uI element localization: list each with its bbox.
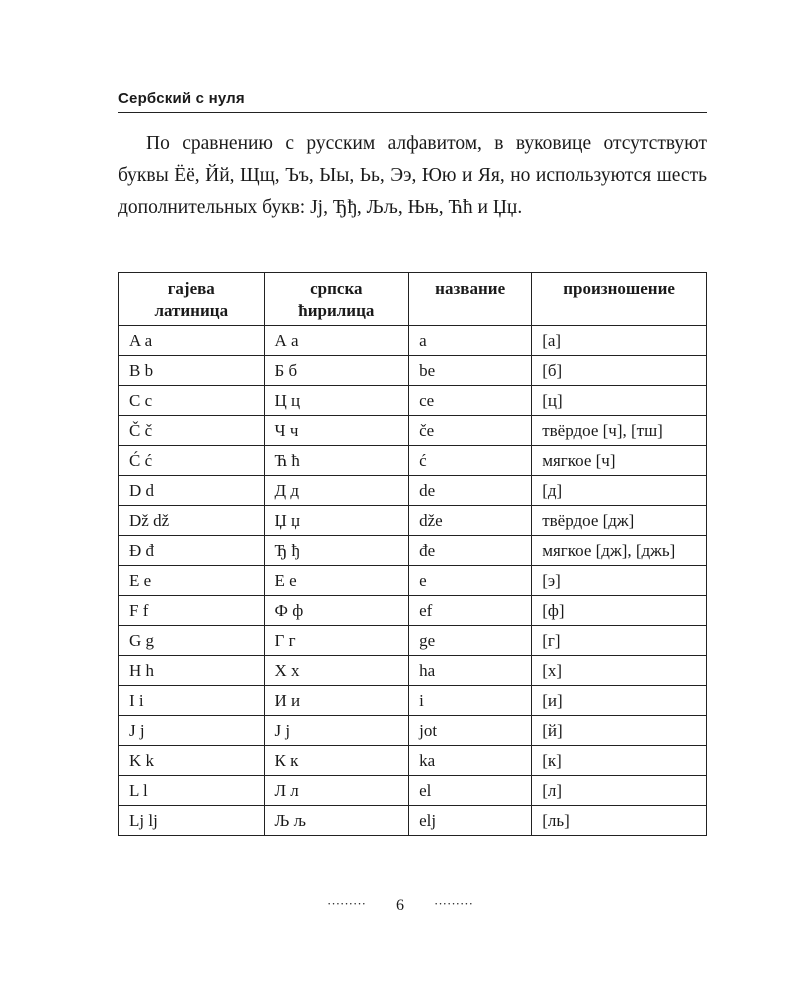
cell-latin: D d	[119, 476, 265, 506]
cell-cyrillic: Ћ ћ	[264, 446, 409, 476]
cell-cyrillic: Д д	[264, 476, 409, 506]
table-row	[119, 536, 707, 566]
cell-pronunciation: [г]	[532, 626, 707, 656]
table-row	[119, 386, 707, 416]
cell-pronunciation: [и]	[532, 686, 707, 716]
intro-paragraph: По сравнению с русским алфавитом, в вуковице отсутствуют буквы Ёё, Йй, Щщ, Ъъ, Ыы, Ьь, Ээ, Юю и Яя, но используются шесть дополнительных букв: Jj, Ђђ, Љљ, Њњ, Ћћ и Џџ.	[118, 133, 707, 218]
cell-cyrillic: Ф ф	[264, 596, 409, 626]
cell-name: ef	[409, 596, 532, 626]
cell-name: ce	[409, 386, 532, 416]
cell-name: elj	[409, 806, 532, 836]
cell-pronunciation: [ц]	[532, 386, 707, 416]
cell-pronunciation: [л]	[532, 776, 707, 806]
table-row	[119, 446, 707, 476]
page-footer	[0, 896, 800, 915]
cell-latin: F f	[119, 596, 265, 626]
table-row	[119, 596, 707, 626]
cell-latin: Lj lj	[119, 806, 265, 836]
footer-dots-left: ·········	[327, 896, 366, 911]
cell-latin: J j	[119, 716, 265, 746]
cell-cyrillic: Ј ј	[264, 716, 409, 746]
table-row	[119, 566, 707, 596]
cell-pronunciation: [ф]	[532, 596, 707, 626]
cell-latin: Ć ć	[119, 446, 265, 476]
cell-pronunciation: [б]	[532, 356, 707, 386]
cell-name: be	[409, 356, 532, 386]
cell-cyrillic: Ц ц	[264, 386, 409, 416]
cell-name: ge	[409, 626, 532, 656]
cell-pronunciation: [х]	[532, 656, 707, 686]
table-header-row	[119, 273, 707, 326]
cell-name: ha	[409, 656, 532, 686]
cell-cyrillic: К к	[264, 746, 409, 776]
header-pronunciation: произношение	[532, 273, 707, 326]
cell-name: če	[409, 416, 532, 446]
cell-name: dže	[409, 506, 532, 536]
header-rule	[118, 112, 707, 113]
cell-cyrillic: Џ џ	[264, 506, 409, 536]
page-number: 6	[396, 897, 404, 914]
cell-latin: H h	[119, 656, 265, 686]
cell-latin: G g	[119, 626, 265, 656]
header-name: название	[409, 273, 532, 326]
cell-latin: L l	[119, 776, 265, 806]
cell-name: a	[409, 326, 532, 356]
cell-latin: Č č	[119, 416, 265, 446]
alphabet-table	[118, 272, 707, 836]
cell-pronunciation: [й]	[532, 716, 707, 746]
cell-pronunciation: мягкое [ч]	[532, 446, 707, 476]
table-row	[119, 476, 707, 506]
footer-dots-right: ·········	[434, 896, 473, 911]
header-cyrillic: српска ћирилица	[264, 273, 409, 326]
cell-latin: B b	[119, 356, 265, 386]
cell-cyrillic: Е е	[264, 566, 409, 596]
cell-cyrillic: Л л	[264, 776, 409, 806]
table-row	[119, 776, 707, 806]
cell-cyrillic: Б б	[264, 356, 409, 386]
cell-latin: C c	[119, 386, 265, 416]
cell-name: i	[409, 686, 532, 716]
cell-cyrillic: Ђ ђ	[264, 536, 409, 566]
cell-name: jot	[409, 716, 532, 746]
cell-name: ka	[409, 746, 532, 776]
cell-name: ć	[409, 446, 532, 476]
table-row	[119, 716, 707, 746]
table-row	[119, 686, 707, 716]
cell-cyrillic: Х х	[264, 656, 409, 686]
cell-cyrillic: Љ љ	[264, 806, 409, 836]
table-row	[119, 656, 707, 686]
cell-cyrillic: И и	[264, 686, 409, 716]
cell-latin: K k	[119, 746, 265, 776]
cell-pronunciation: [э]	[532, 566, 707, 596]
cell-pronunciation: твёрдое [дж]	[532, 506, 707, 536]
cell-name: de	[409, 476, 532, 506]
cell-latin: Đ đ	[119, 536, 265, 566]
running-title: Сербский с нуля	[118, 90, 245, 107]
cell-latin: E e	[119, 566, 265, 596]
table-row	[119, 506, 707, 536]
cell-pronunciation: [к]	[532, 746, 707, 776]
cell-latin: Dž dž	[119, 506, 265, 536]
cell-pronunciation: [а]	[532, 326, 707, 356]
cell-pronunciation: мягкое [дж], [джь]	[532, 536, 707, 566]
table-row	[119, 356, 707, 386]
cell-cyrillic: А а	[264, 326, 409, 356]
table-row	[119, 416, 707, 446]
cell-cyrillic: Ч ч	[264, 416, 409, 446]
cell-name: e	[409, 566, 532, 596]
table-row	[119, 626, 707, 656]
cell-pronunciation: [ль]	[532, 806, 707, 836]
header-latin: гајева латиница	[119, 273, 265, 326]
cell-name: el	[409, 776, 532, 806]
table-row	[119, 326, 707, 356]
table-body	[119, 326, 707, 836]
table-row	[119, 746, 707, 776]
table-row	[119, 806, 707, 836]
cell-name: đe	[409, 536, 532, 566]
cell-pronunciation: [д]	[532, 476, 707, 506]
cell-pronunciation: твёрдое [ч], [тш]	[532, 416, 707, 446]
cell-latin: I i	[119, 686, 265, 716]
cell-cyrillic: Г г	[264, 626, 409, 656]
cell-latin: A a	[119, 326, 265, 356]
